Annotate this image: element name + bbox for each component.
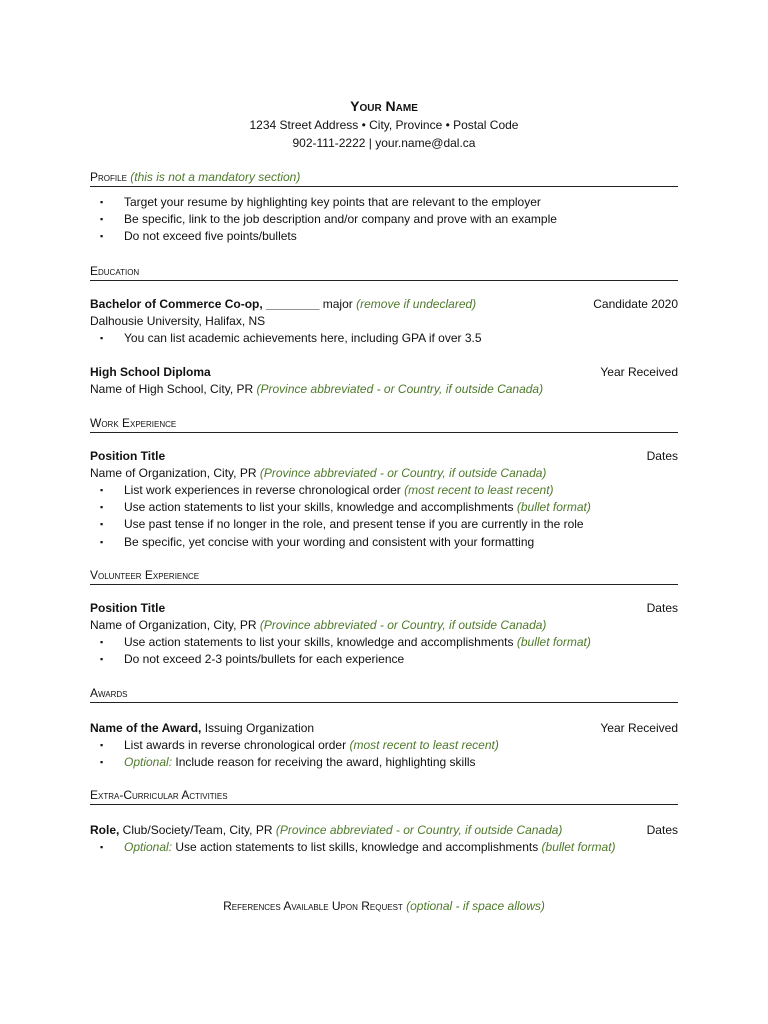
list-item: ▪ Be specific, link to the job description and/or company and prove with an example [90,211,678,228]
list-item: ▪ Target your resume by highlighting key points that are relevant to the employer [90,194,678,211]
awards-section [90,685,678,772]
list-item: ▪ List awards in reverse chronological order (most recent to least recent) [90,737,678,754]
references-label: References Available Upon Request [223,898,403,913]
resume-page [90,96,678,915]
highschool-location: Name of High School, City, PR [90,382,257,397]
work-organization: Name of Organization, City, PR [90,465,260,480]
award-name: Name of the Award, [90,720,202,735]
references-note: (optional - if space allows) [406,898,545,913]
extracurricular-entry [90,822,678,856]
volunteer-org-note: (Province abbreviated - or Country, if outside Canada) [259,618,547,633]
list-item: ▪ Optional: Include reason for receiving the award, highlighting skills [90,754,678,771]
list-item: ▪ Do not exceed 2-3 points/bullets for each experience [90,651,678,668]
section-title-awards: Awards [90,685,678,703]
profile-bullets [90,194,678,246]
education-entry-highschool [90,364,678,398]
resume-header [90,96,678,152]
work-position: Position Title [90,448,166,463]
profile-title: Profile [90,170,127,184]
section-title-volunteer: Volunteer Experience [90,567,678,585]
highschool-note: (Province abbreviated - or Country, if outside Canada) [256,382,544,397]
volunteer-section [90,567,678,669]
degree-note: (remove if undeclared) [356,296,477,311]
award-entry [90,720,678,772]
highschool-title: High School Diploma [90,365,211,380]
address-line: 1234 Street Address • City, Province • Postal Code [249,118,519,132]
applicant-name: Your Name [350,98,418,114]
section-title-extracurricular: Extra-Curricular Activities [90,787,678,805]
education-section [90,263,678,399]
list-item: ▪ Use action statements to list your skills, knowledge and accomplishments (bullet format) [90,634,678,651]
education-entry-degree [90,296,678,348]
degree-date: Candidate 2020 [593,296,678,311]
list-item: ▪ Use past tense if no longer in the role, and present tense if you are currently in the role [90,516,678,533]
list-item: ▪ Optional: Use action statements to list skills, knowledge and accomplishments (bullet format) [90,839,678,856]
role-title: Role, [90,823,120,838]
work-org-note: (Province abbreviated - or Country, if outside Canada) [259,465,547,480]
role-club: Club/Society/Team, City, PR [119,823,276,838]
list-item: ▪ Be specific, yet concise with your wording and consistent with your formatting [90,534,678,551]
work-section [90,415,678,551]
volunteer-position: Position Title [90,600,166,615]
profile-section [90,169,678,246]
volunteer-dates: Dates [646,600,678,615]
profile-note: (this is not a mandatory section) [130,170,301,184]
degree-major: major [319,296,357,311]
university-name: Dalhousie University, Halifax, NS [90,313,266,328]
list-item: ▪ Do not exceed five points/bullets [90,228,678,245]
list-item: ▪ Use action statements to list your skills, knowledge and accomplishments (bullet format) [90,499,678,516]
award-organization: Issuing Organization [201,720,315,735]
highschool-date: Year Received [600,365,678,380]
award-date: Year Received [600,720,678,735]
section-title-education: Education [90,263,678,281]
role-note: (Province abbreviated - or Country, if outside Canada) [275,823,563,838]
phone-email-line: 902-111-2222 | your.name@dal.ca [292,135,476,150]
work-entry [90,448,678,551]
list-item: ▪ You can list academic achievements here, including GPA if over 3.5 [90,330,678,347]
extracurricular-section [90,787,678,856]
extracurricular-dates: Dates [646,823,678,838]
work-dates: Dates [646,448,678,463]
list-item: ▪ List work experiences in reverse chronological order (most recent to least recent) [90,482,678,499]
section-title-work: Work Experience [90,415,678,433]
volunteer-entry [90,600,678,669]
section-title-profile [90,169,678,187]
volunteer-organization: Name of Organization, City, PR [90,618,260,633]
references-footer [90,898,678,915]
degree-title: Bachelor of Commerce Co-op, ________ [90,296,320,311]
